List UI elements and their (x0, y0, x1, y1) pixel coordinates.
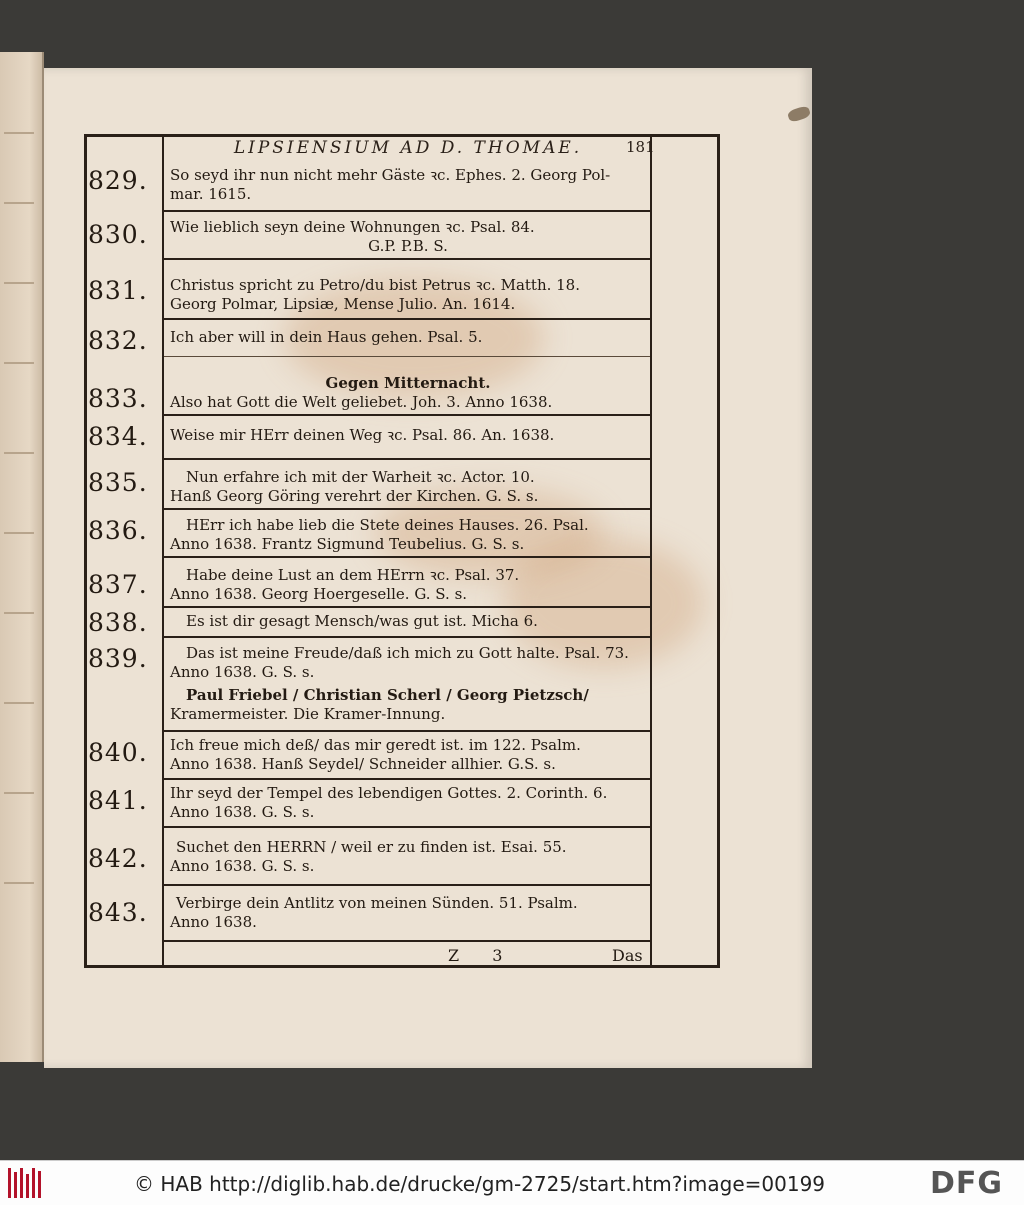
entry-line: Es ist dir gesagt Mensch/was gut ist. Micha 6. (186, 612, 538, 630)
entry-line: Nun erfahre ich mit der Warheit ꝛc. Actor. 10. (186, 468, 535, 486)
entry-line: Anno 1638. G. S. s. (170, 803, 315, 821)
entry-text (170, 838, 646, 876)
entry-number: 835. (88, 468, 148, 497)
entry-line: Suchet den HERRN / weil er zu finden ist. Esai. 55. (176, 838, 567, 856)
entry-number: 832. (88, 326, 148, 355)
entry-line: Habe deine Lust an dem HErrn ꝛc. Psal. 37. (186, 566, 520, 584)
entry-line: Paul Friebel / Christian Scherl / Georg Pietzsch/ (186, 686, 589, 704)
page-number: 181 (626, 138, 655, 156)
entry-text (170, 784, 646, 822)
catchword: Das (612, 946, 643, 965)
entry-number: 843. (88, 898, 148, 927)
entry-text (170, 218, 646, 256)
page-corner-mark (787, 105, 812, 123)
source-credit-link[interactable]: © HAB http://diglib.hab.de/drucke/gm-2725/start.htm?image=00199 (134, 1172, 826, 1196)
viewer-footer (0, 1160, 1024, 1205)
entry-number: 840. (88, 738, 148, 767)
entry-text (170, 894, 646, 932)
entry-text (170, 374, 646, 412)
previous-page-edge (0, 52, 44, 1062)
entry-text (170, 468, 646, 506)
entry-text (170, 276, 646, 314)
entry-line: HErr ich habe lieb die Stete deines Hauses. 26. Psal. (186, 516, 589, 534)
entry-line: So seyd ihr nun nicht mehr Gäste ꝛc. Ephes. 2. Georg Pol- (170, 166, 611, 184)
entry-text (170, 644, 646, 724)
entry-number: 837. (88, 570, 148, 599)
signature-mark: Z 3 (448, 946, 517, 965)
entry-line: Anno 1638. Hanß Seydel/ Schneider allhier. G.S. s. (170, 755, 556, 773)
entry-line: Ihr seyd der Tempel des lebendigen Gottes. 2. Corinth. 6. (170, 784, 608, 802)
entry-number: 834. (88, 422, 148, 451)
entry-text (170, 612, 646, 631)
entry-number: 838. (88, 608, 148, 637)
entry-text (170, 426, 646, 445)
hab-logo-icon (8, 1168, 46, 1198)
entry-number: 836. (88, 516, 148, 545)
entry-line: Also hat Gott die Welt geliebet. Joh. 3. Anno 1638. (170, 393, 553, 411)
entry-text (170, 328, 646, 347)
entry-line: Ich aber will in dein Haus gehen. Psal. 5. (170, 328, 483, 346)
entry-line: Wie lieblich seyn deine Wohnungen ꝛc. Psal. 84. (170, 218, 535, 236)
entry-text (170, 736, 646, 774)
entry-line: Weise mir HErr deinen Weg ꝛc. Psal. 86. An. 1638. (170, 426, 555, 444)
entry-text (170, 166, 646, 204)
entry-line: Christus spricht zu Petro/du bist Petrus ꝛc. Matth. 18. (170, 276, 580, 294)
entry-number: 831. (88, 276, 148, 305)
running-head: LIPSIENSIUM AD D. THOMAE. (233, 138, 583, 158)
entry-number: 833. (88, 384, 148, 413)
dfg-logo: DFG (930, 1166, 1004, 1201)
entry-text (170, 516, 646, 554)
entry-line: Kramermeister. Die Kramer-Innung. (170, 705, 446, 723)
entry-line: Anno 1638. G. S. s. (170, 663, 315, 681)
entry-line: mar. 1615. (170, 185, 252, 203)
entry-line: Anno 1638. G. S. s. (170, 857, 315, 875)
entry-line: Das ist meine Freude/daß ich mich zu Gott halte. Psal. 73. (186, 644, 629, 662)
entry-line: Anno 1638. Frantz Sigmund Teubelius. G. S. s. (170, 535, 525, 553)
entry-line: G.P. P.B. S. (368, 237, 448, 255)
book-page (44, 68, 812, 1068)
entry-number: 841. (88, 786, 148, 815)
entry-line: Anno 1638. Georg Hoergeselle. G. S. s. (170, 585, 468, 603)
entry-number: 830. (88, 220, 148, 249)
entry-text (170, 566, 646, 604)
entry-line: Anno 1638. (170, 913, 257, 931)
entry-number: 839. (88, 644, 148, 673)
entry-line: Verbirge dein Antlitz von meinen Sünden. 51. Psalm. (176, 894, 578, 912)
entry-line: Ich freue mich deß/ das mir geredt ist. im 122. Psalm. (170, 736, 581, 754)
text-frame (84, 134, 720, 968)
section-heading: Gegen Mitternacht. (325, 374, 491, 392)
entry-number: 842. (88, 844, 148, 873)
entry-line: Hanß Georg Göring verehrt der Kirchen. G. S. s. (170, 487, 539, 505)
entry-number: 829. (88, 166, 148, 195)
entry-line: Georg Polmar, Lipsiæ, Mense Julio. An. 1614. (170, 295, 516, 313)
